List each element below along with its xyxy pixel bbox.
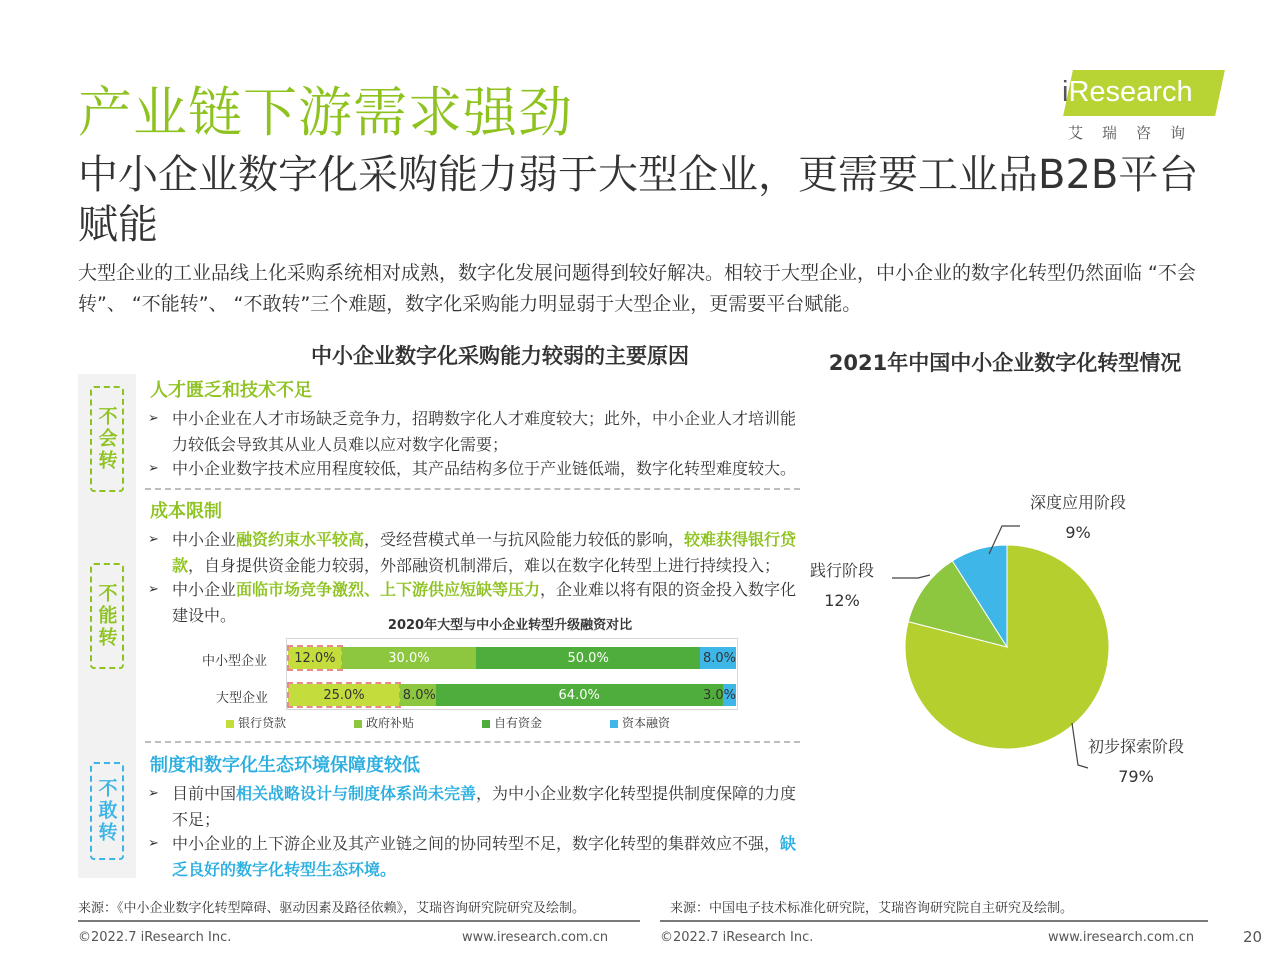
- pie-label-deep: 深度应用阶段 9%: [1030, 493, 1127, 542]
- legend-swatch: [610, 720, 618, 728]
- section-divider: [145, 488, 800, 490]
- bullet-item: ➢ 目前中国相关战略设计与制度体系尚未完善，为中小企业数字化转型提供制度保障的力度不足；: [148, 784, 797, 829]
- legend-swatch: [354, 720, 362, 728]
- bar-data-label: 25.0%: [323, 687, 365, 703]
- bar-segment: [700, 647, 736, 669]
- bar-data-label: 30.0%: [388, 650, 430, 666]
- left-panel-heading: 中小企业数字化采购能力较弱的主要原因: [311, 344, 689, 368]
- pie-leader-line: [892, 575, 930, 578]
- section-title-talent: 人才匮乏和技术不足: [150, 380, 312, 401]
- bar-highlight-outline: [287, 645, 343, 671]
- footer-copyright: ©2022.7 iResearch Inc.: [660, 930, 814, 945]
- bar-category-label: 大型企业: [216, 691, 269, 706]
- intro-paragraph: 大型企业的工业品线上化采购系统相对成熟，数字化发展问题得到较好解决。相较于大型企业，中小企业的数字化转型仍然面临 “不会转”、 “不能转”、 “不敢转”三个难题，数字化采购能力明显弱于大型企业，更需要平台赋能。: [78, 262, 1196, 315]
- bar-segment: [400, 684, 436, 706]
- bar-data-label: 8.0%: [702, 650, 736, 666]
- bar-data-label: 8.0%: [402, 687, 436, 703]
- footer-divider: [660, 920, 1208, 922]
- footer-copyright: ©2022.7 iResearch Inc.: [78, 930, 232, 945]
- bar-category-label: 中小型企业: [202, 654, 268, 669]
- footer-divider: [78, 920, 640, 922]
- side-label-unable-transform: 不能转: [90, 563, 124, 669]
- bullet-item: ➢ 中小企业的上下游企业及其产业链之间的协同转型不足，数字化转型的集群效应不强，缺乏良好的数字化转型生态环境。: [148, 834, 797, 879]
- source-left: 来源：《中小企业数字化转型障碍、驱动因素及路径依赖》，艾瑞咨询研究院研究及绘制。: [78, 901, 586, 916]
- bar-segment: [342, 647, 476, 669]
- legend-item: 银行贷款: [226, 714, 286, 731]
- bullet-item: ➢ 中小企业面临市场竞争激烈、上下游供应短缺等压力，企业难以将有限的资金投入数字化建设中。: [148, 580, 797, 625]
- pie-label-initial: 初步探索阶段 79%: [1088, 737, 1185, 786]
- footer-site: www.iresearch.com.cn: [1048, 930, 1195, 945]
- bar-data-label: 50.0%: [567, 650, 609, 666]
- bar-data-label: 12.0%: [294, 650, 336, 666]
- legend-swatch: [482, 720, 490, 728]
- legend-swatch: [226, 720, 234, 728]
- source-right: 来源：中国电子技术标准化研究院，艾瑞咨询研究院自主研究及绘制。: [670, 901, 1074, 916]
- bar-segment: [702, 684, 736, 706]
- section-title-cost: 成本限制: [150, 501, 222, 522]
- bar-chart-title: 2020年大型与中小企业转型升级融资对比: [387, 618, 633, 633]
- page-subtitle: 中小企业数字化采购能力弱于大型企业，更需要工业品B2B平台赋能: [78, 152, 1199, 248]
- bullet-item: ➢ 中小企业数字技术应用程度较低，其产品结构多位于产业链低端，数字化转型难度较大。: [148, 459, 797, 478]
- pie-label-practice: 践行阶段 12%: [810, 561, 875, 610]
- bar-segment: [436, 684, 723, 706]
- iresearch-logo: iResearch 艾瑞咨询: [1060, 70, 1220, 145]
- bullet-item: ➢ 中小企业在人才市场缺乏竞争力，招聘数字化人才难度较大；此外，中小企业人才培训能力较低会导致其从业人员难以应对数字化需要；: [148, 409, 797, 454]
- legend-item: 资本融资: [610, 714, 670, 731]
- bar-data-label: 3.0%: [702, 687, 736, 703]
- bullet-item: ➢ 中小企业融资约束水平较高，受经营模式单一与抗风险能力较低的影响，较难获得银行贷款，自身提供资金能力较弱，外部融资机制滞后，难以在数字化转型上进行持续投入；: [148, 530, 797, 575]
- pie-leader-line: [1072, 723, 1088, 768]
- pie-chart: [780, 470, 1260, 810]
- section-title-institution: 制度和数字化生态环境保障度较低: [150, 755, 420, 776]
- page-number: 20: [1243, 928, 1263, 946]
- bar-segment: [476, 647, 700, 669]
- bar-highlight-outline: [287, 682, 401, 708]
- page-title: 产业链下游需求强劲: [78, 81, 573, 144]
- pie-chart-title: 2021年中国中小企业数字化转型情况: [828, 351, 1182, 375]
- legend-item: 自有资金: [482, 714, 542, 731]
- footer-site: www.iresearch.com.cn: [462, 930, 609, 945]
- side-label-cannot-transform: 不会转: [90, 386, 124, 492]
- section-divider: [145, 741, 800, 743]
- legend-item: 政府补贴: [354, 714, 414, 731]
- side-label-dare-not-transform: 不敢转: [90, 762, 124, 860]
- bar-data-label: 64.0%: [558, 687, 600, 703]
